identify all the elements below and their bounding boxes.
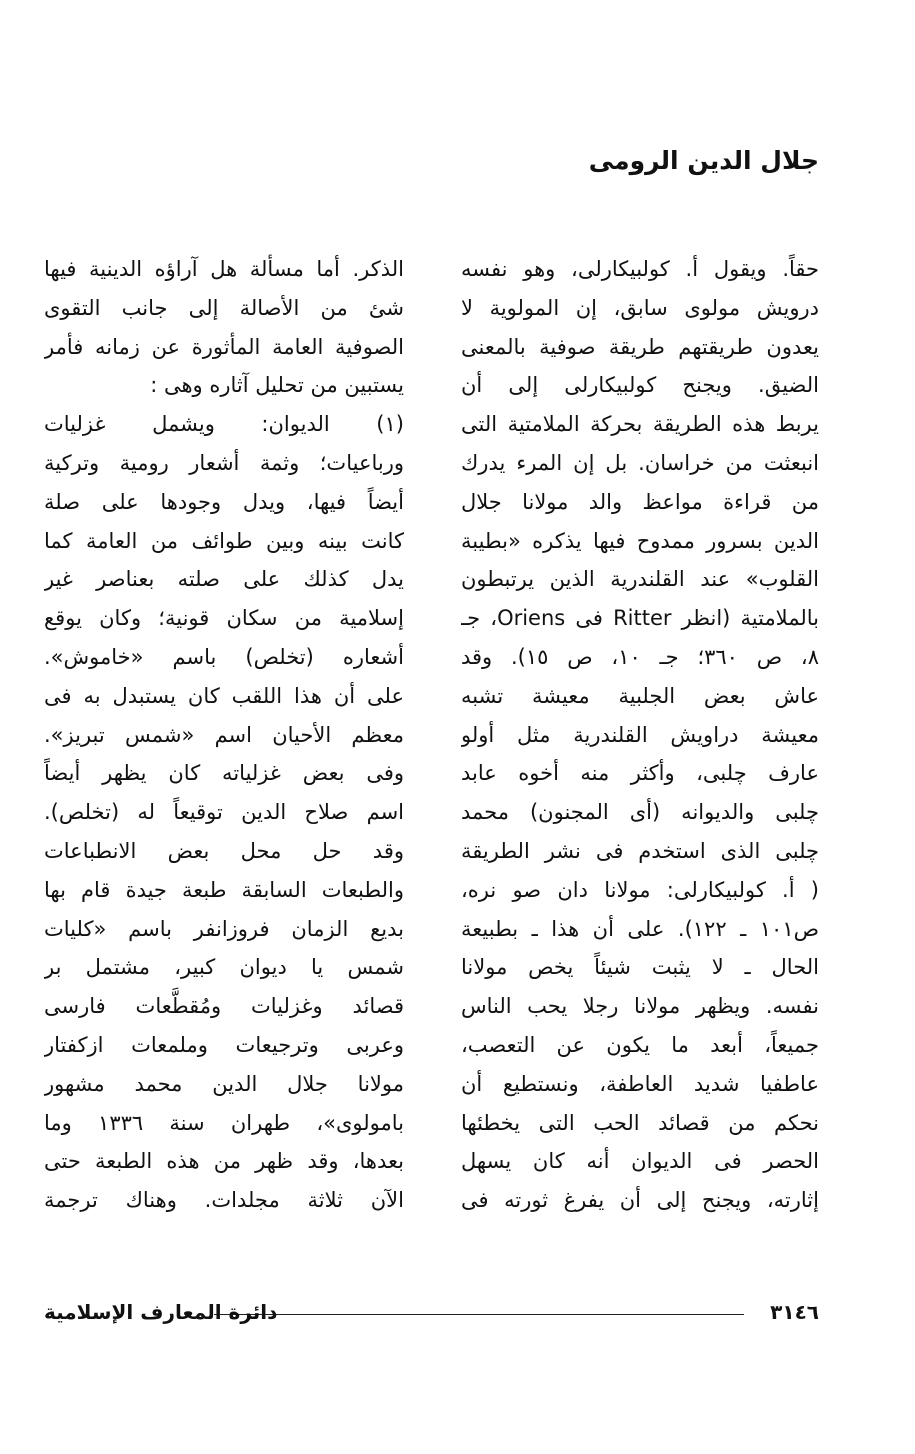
text-line: درويش مولوى سابق، إن المولوية لا (461, 295, 819, 320)
page-number: ٣١٤٦ (770, 1300, 819, 1324)
text-line: عاش بعض الجلبية معيشة تشبه (461, 683, 819, 708)
text-line: الضيق. ويجنح كولبيكارلى إلى أن (461, 373, 819, 398)
footer-divider (214, 1314, 744, 1315)
publication-name: دائرة المعارف الإسلامية (44, 1300, 278, 1324)
text-line: چلبى والديوانه (أى المجنون) محمد (461, 800, 819, 825)
text-line: شئ من الأصالة إلى جانب التقوى (44, 295, 404, 320)
page-footer (44, 1300, 819, 1330)
text-line: جميعاً، أبعد ما يكون عن التعصب، (461, 1032, 819, 1057)
text-line: الدين بسرور ممدوح فيها يذكره «بطيبة (461, 528, 819, 553)
running-header-title: جلال الدين الرومى (588, 146, 819, 175)
right-text-column (461, 250, 819, 1220)
text-line: عاطفيا شديد العاطفة، ونستطيع أن (461, 1071, 819, 1096)
text-line: (١) الديوان: ويشمل غزليات (44, 412, 404, 437)
text-line: يربط هذه الطريقة بحركة الملامتية التى (461, 412, 819, 437)
text-line: أشعاره (تخلص) باسم «خاموش». (44, 644, 404, 669)
text-line: ص١٠١ ـ ١٢٢). على أن هذا ـ بطبيعة (461, 916, 819, 941)
text-line: يستبين من تحليل آثاره وهى : (150, 373, 404, 398)
text-line: بديع الزمان فروزانفر باسم «كليات (44, 916, 404, 941)
text-line: كانت بينه وبين طوائف من العامة كما (44, 528, 404, 553)
text-line: حقاً. ويقول أ. كولبيكارلى، وهو نفسه (461, 257, 819, 281)
text-line: انبعثت من خراسان. بل إن المرء يدرك (461, 450, 819, 475)
text-line: على أن هذا اللقب كان يستبدل به فى (44, 683, 404, 708)
left-text-column (44, 250, 404, 1220)
text-line: الآن ثلاثة مجلدات. وهناك ترجمة (44, 1188, 404, 1213)
text-line: إثارته، ويجنح إلى أن يفرغ ثورته فى (461, 1188, 819, 1213)
text-line: مولانا جلال الدين محمد مشهور (44, 1071, 404, 1096)
text-line: إسلامية من سكان قونية؛ وكان يوقع (44, 606, 404, 631)
text-line: ٨، ص ٣٦٠؛ جـ ١٠، ص ١٥). وقد (461, 644, 819, 669)
text-line: معيشة دراويش القلندرية مثل أولو (461, 722, 819, 747)
text-line: ورباعيات؛ وثمة أشعار رومية وتركية (44, 450, 404, 475)
text-line: چلبى الذى استخدم فى نشر الطريقة (461, 838, 819, 863)
text-line: ( أ. كولبيكارلى: مولانا دان صو نره، (461, 877, 819, 902)
text-line: وعربى وترجيعات وملمعات ازكفتار (44, 1032, 404, 1057)
text-line: القلوب» عند القلندرية الذين يرتبطون (461, 567, 819, 592)
text-line: أيضاً فيها، ويدل وجودها على صلة (44, 489, 404, 514)
text-line: بالملامتية (انظر Ritter فى Oriens، جـ (461, 606, 819, 631)
text-line: والطبعات السابقة طبعة جيدة قام بها (44, 877, 404, 902)
text-line: الحصر فى الديوان أنه كان يسهل (461, 1149, 819, 1174)
text-line: وقد حل محل بعض الانطباعات (44, 838, 404, 863)
text-line: نحكم من قصائد الحب التى يخطئها (461, 1110, 819, 1135)
text-line: اسم صلاح الدين توقيعاً له (تخلص). (44, 800, 404, 825)
text-line: يعدون طريقتهم طريقة صوفية بالمعنى (461, 334, 819, 359)
text-line: عارف چلبى، وأكثر منه أخوه عابد (461, 761, 819, 786)
text-line: بامولوى»، طهران سنة ١٣٣٦ وما (44, 1110, 404, 1135)
text-line: معظم الأحيان اسم «شمس تبريز». (44, 722, 404, 747)
text-line: الحال ـ لا يثبت شيئاً يخص مولانا (461, 955, 819, 980)
text-line: من قراءة مواعظ والد مولانا جلال (461, 489, 819, 514)
text-line: شمس يا ديوان كبير، مشتمل بر (44, 955, 404, 980)
text-line: قصائد وغزليات ومُقطَّعات فارسى (44, 994, 404, 1019)
text-line: يدل كذلك على صلته بعناصر غير (44, 567, 404, 592)
text-line: الصوفية العامة المأثورة عن زمانه فأمر (44, 334, 404, 359)
text-line: بعدها، وقد ظهر من هذه الطبعة حتى (44, 1149, 404, 1174)
text-line: نفسه. ويظهر مولانا رجلا يحب الناس (461, 994, 819, 1019)
text-line: وفى بعض غزلياته كان يظهر أيضاً (44, 761, 404, 786)
text-line: الذكر. أما مسألة هل آراؤه الدينية فيها (44, 257, 404, 281)
